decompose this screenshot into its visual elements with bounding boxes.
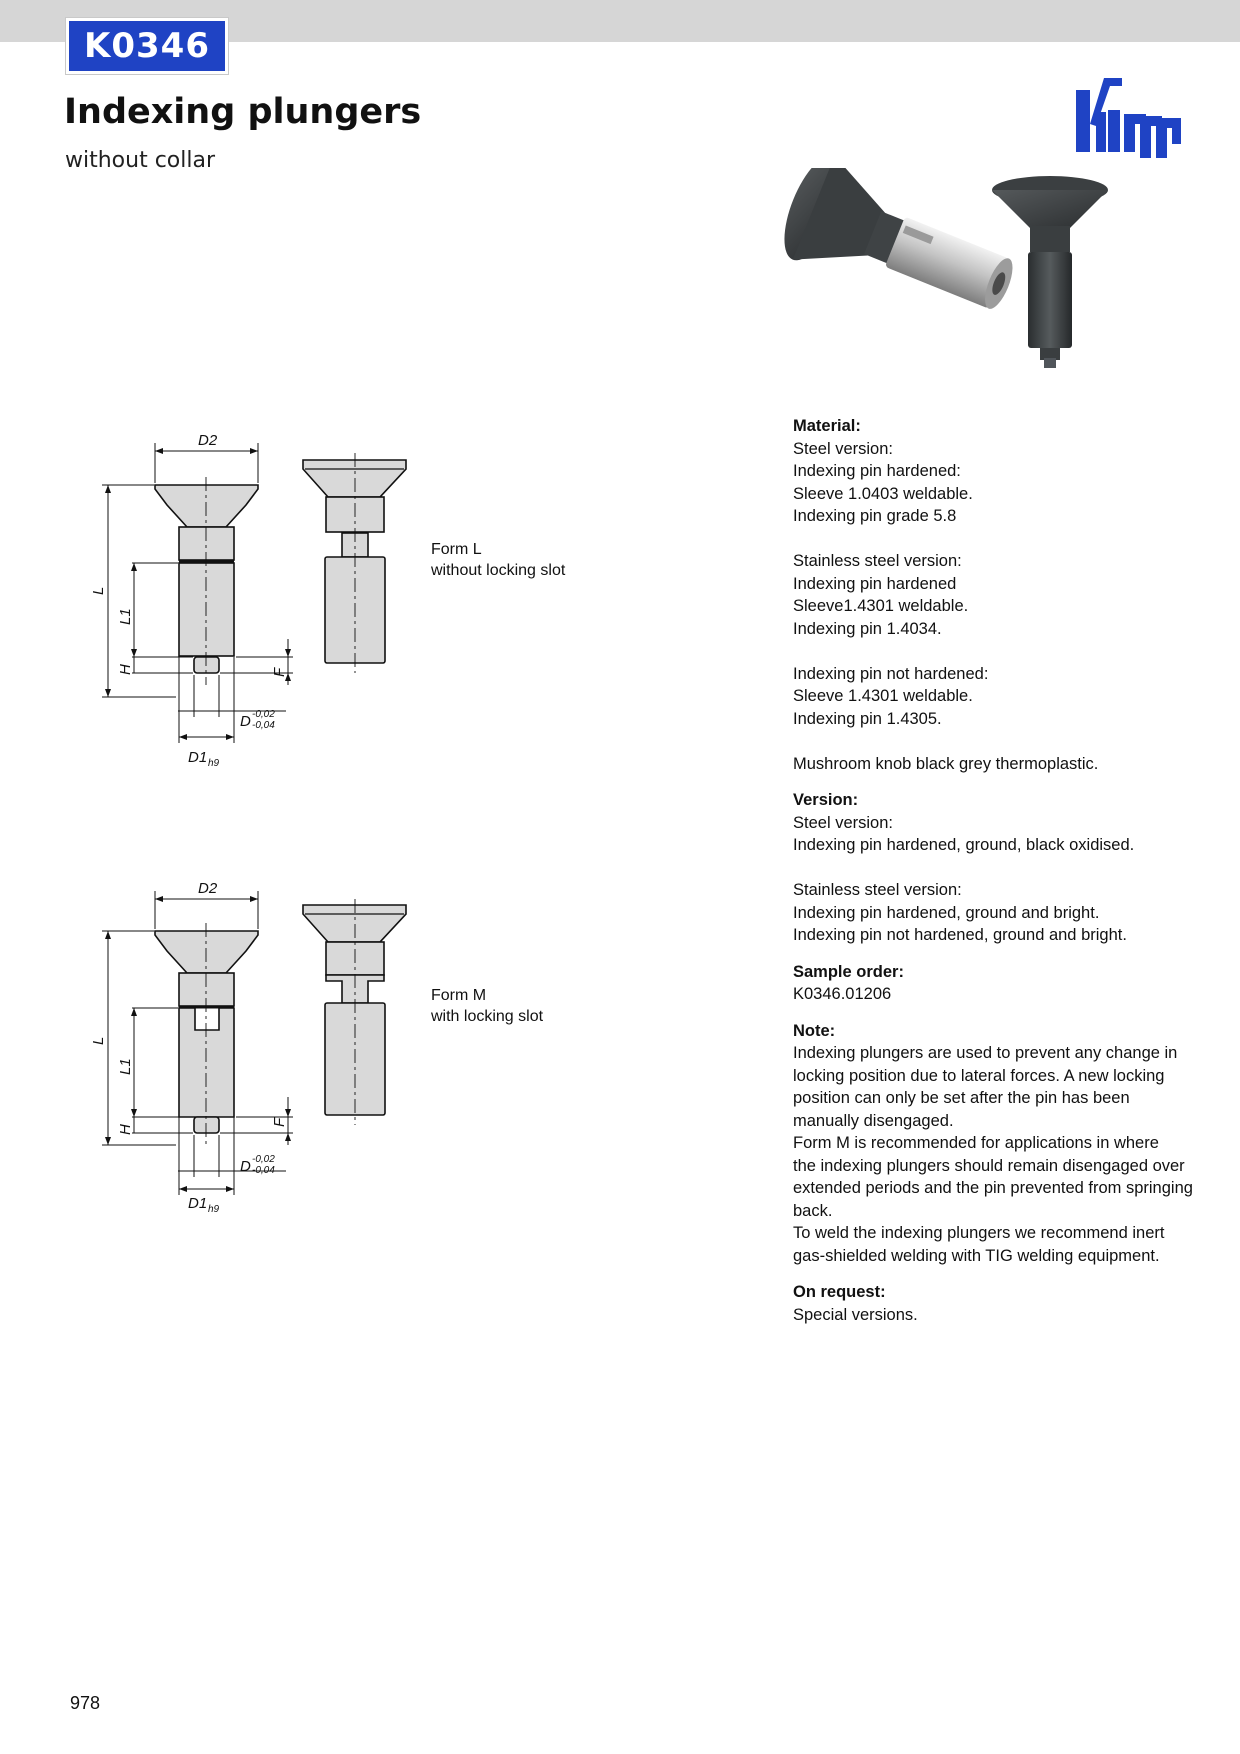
on-request-value: Special versions. (793, 1305, 918, 1324)
material-line: Indexing pin 1.4305. (793, 709, 942, 728)
note-line: locking position due to lateral forces. A new locking (793, 1066, 1165, 1085)
dim-label-l1: L1 (117, 1058, 134, 1075)
version-line: Indexing pin not hardened, ground and bright. (793, 926, 1127, 944)
material-line: Indexing pin grade 5.8 (793, 507, 957, 525)
kipp-logo (1074, 74, 1186, 160)
dim-tol-d1: h9 (208, 1204, 220, 1215)
drawing-form-l (88, 425, 418, 785)
note-heading: Note: (793, 1021, 836, 1040)
note-line: gas-shielded welding with TIG welding equipment. (793, 1246, 1160, 1265)
note-line: Indexing plungers are used to prevent any change in (793, 1044, 1178, 1062)
material-line: Indexing pin 1.4034. (793, 619, 942, 638)
note-line: position can only be set after the pin has been (793, 1089, 1130, 1107)
product-code-badge: K0346 (66, 18, 228, 74)
version-line: Indexing pin hardened, ground and bright. (793, 903, 1100, 922)
page-subtitle: without collar (65, 148, 216, 173)
on-request-heading: On request: (793, 1283, 886, 1301)
dim-label-d2: D2 (198, 432, 218, 449)
note-line: manually disengaged. (793, 1111, 954, 1130)
sample-order-section (793, 961, 1193, 1006)
spec-column (793, 415, 1193, 1340)
on-request-section (793, 1281, 1193, 1326)
dim-label-l: L (90, 586, 107, 595)
dim-label-d: D (240, 1158, 251, 1175)
dim-label-h: H (117, 1124, 134, 1135)
note-line: back. (793, 1201, 833, 1220)
material-heading: Material: (793, 417, 861, 435)
form-l-name: Form L (431, 541, 482, 558)
product-photo (780, 168, 1200, 400)
form-l-label (431, 539, 565, 581)
version-section (793, 789, 1193, 947)
dim-tol-upper: -0,02 (252, 1154, 275, 1165)
version-line: Steel version: (793, 813, 893, 832)
version-line: Stainless steel version: (793, 881, 962, 899)
page-title: Indexing plungers (64, 92, 422, 132)
drawing-form-m (88, 875, 418, 1235)
dim-label-d1: D1 (188, 1195, 208, 1212)
sample-order-value: K0346.01206 (793, 985, 892, 1003)
sample-order-heading: Sample order: (793, 962, 904, 981)
material-line: Indexing pin not hardened: (793, 664, 989, 683)
page-number: 978 (70, 1693, 101, 1713)
material-line: Sleeve1.4301 weldable. (793, 597, 969, 615)
form-l-desc: without locking slot (431, 562, 566, 579)
version-heading: Version: (793, 791, 859, 809)
dim-label-d1: D1 (188, 749, 208, 766)
dim-tol-lower: -0,04 (252, 1165, 275, 1176)
dim-label-h: H (117, 664, 134, 675)
form-m-desc: with locking slot (431, 1008, 544, 1025)
dim-label-d2: D2 (198, 880, 218, 897)
note-line: extended periods and the pin prevented from springing (793, 1179, 1193, 1197)
material-line: Sleeve 1.4301 weldable. (793, 687, 973, 705)
material-line: Indexing pin hardened: (793, 462, 961, 480)
dim-tol-lower: -0,04 (252, 720, 275, 731)
dim-label-l: L (90, 1036, 107, 1045)
material-line: Steel version: (793, 439, 893, 458)
note-line: To weld the indexing plungers we recommend inert (793, 1224, 1165, 1242)
dim-label-f: F (271, 1117, 288, 1127)
note-section (793, 1020, 1193, 1268)
material-line: Stainless steel version: (793, 552, 962, 570)
version-line: Indexing pin hardened, ground, black oxidised. (793, 836, 1135, 854)
material-line: Indexing pin hardened (793, 574, 957, 593)
material-line: Sleeve 1.0403 weldable. (793, 484, 973, 503)
material-section (793, 415, 1193, 775)
dim-label-l1: L1 (117, 608, 134, 625)
dim-tol-d1: h9 (208, 758, 220, 769)
material-knob: Mushroom knob black grey thermoplastic. (793, 754, 1099, 773)
dim-label-f: F (271, 667, 288, 677)
note-line: the indexing plungers should remain disengaged over (793, 1156, 1185, 1175)
note-line: Form M is recommended for applications in where (793, 1134, 1159, 1152)
form-m-name: Form M (431, 987, 487, 1004)
form-m-label (431, 985, 543, 1027)
dim-tol-upper: -0,02 (252, 709, 275, 720)
dim-label-d: D (240, 713, 251, 730)
